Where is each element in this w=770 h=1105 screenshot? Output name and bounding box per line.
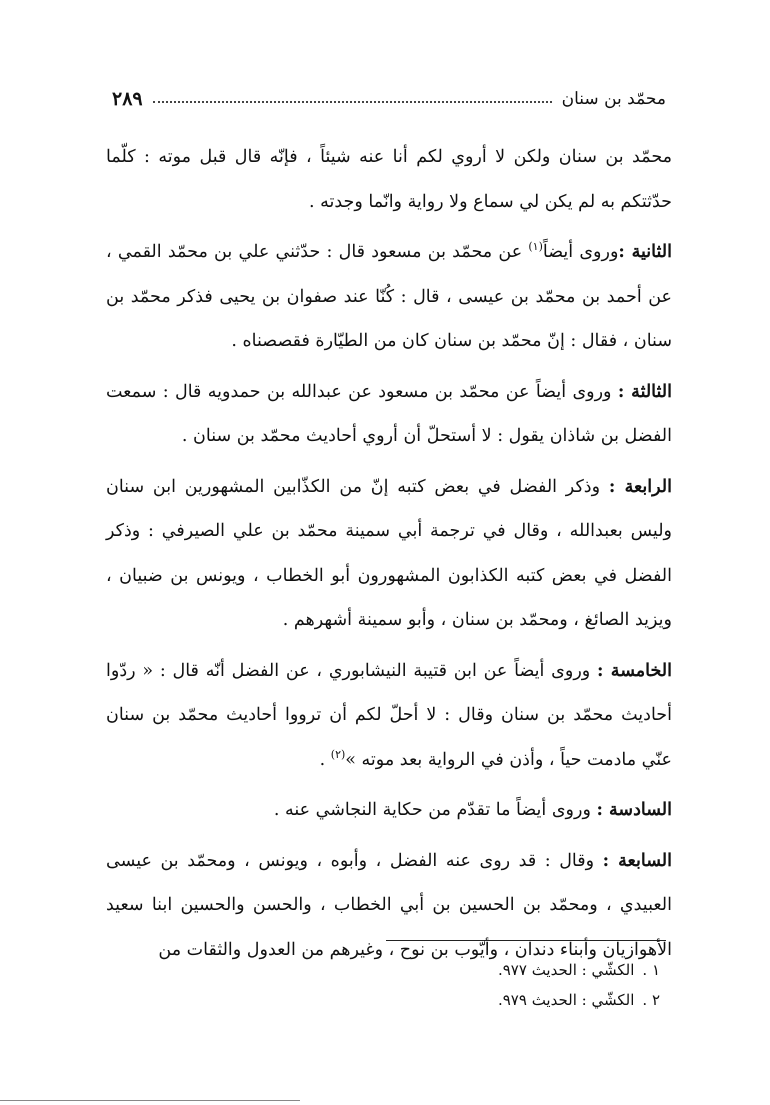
- paragraph-text-lead: وروى أيضاً عن ابن قتيبة النيشابوري ، عن الفضل أنّه قال : « ردّوا أحاديث محمّد بن سنان وقال : لا أحلّ لكم أن ترووا أحاديث محمّد بن سنان عنّي مادمت حياً ، وأذن في الرواية بعد موته »: [106, 660, 672, 770]
- footnote-item: [140, 985, 660, 1015]
- footnote-item: [140, 955, 660, 985]
- footnote-number: ٢ .: [642, 991, 660, 1009]
- paragraph-sixth: [106, 788, 672, 833]
- paragraph-second: [106, 230, 672, 364]
- footnote-text: الكشّي : الحديث ٩٧٩.: [497, 991, 635, 1009]
- paragraph-text: عن محمّد بن مسعود قال : حدّثني علي بن محمّد القمي ، عن أحمد بن محمّد بن عيسى ، قال : كُنّا عند صفوان بن يحيى فذكر محمّد بن سنان ، فقال : إنّ محمّد بن سنان كان من الطيّارة فقصصناه .: [106, 242, 672, 351]
- main-text: [106, 135, 672, 978]
- paragraph-fifth: [106, 649, 672, 783]
- header-dotted-leader: [153, 101, 552, 103]
- paragraph-text: وذكر الفضل في بعض كتبه إنّ من الكذّابين المشهورين ابن سنان وليس بعبدالله ، وقال في ترجمة أبي سمينة محمّد بن علي الصيرفي : وذكر الفضل في بعض كتبه الكذابون المشهورون أبو الخطاب ، ويونس بن ضبيان ، ويزيد الصائغ ، ومحمّد بن سنان ، وأبو سمينة أشهرهم .: [106, 476, 672, 630]
- running-title: محمّد بن سنان: [561, 89, 666, 109]
- footnote-divider: [386, 940, 666, 941]
- paragraph-text: وقال : قد روى عنه الفضل ، وأبوه ، ويونس ، ومحمّد بن عيسى العبيدي ، ومحمّد بن الحسين بن أبي الخطاب ، والحسن والحسين ابنا سعيد الأهوازيان وأبناء دندان ، وأيّوب بن نوح ، وغيرهم من العدول والثقات من: [106, 850, 672, 960]
- footnote-ref[interactable]: (٢): [330, 747, 346, 761]
- footnotes: [140, 955, 660, 1015]
- paragraph-heading: الثانية :: [618, 242, 672, 262]
- footnote-ref[interactable]: (١): [528, 240, 543, 254]
- paragraph-seventh: [106, 839, 672, 973]
- footnote-number: ١ .: [642, 961, 660, 979]
- scan-edge-line: [0, 1100, 300, 1101]
- page-header: [112, 84, 666, 114]
- page-number: ٢٨٩: [112, 88, 143, 110]
- paragraph-heading: الرابعة :: [608, 476, 672, 497]
- paragraph-text: وروى أيضاً عن محمّد بن مسعود عن عبدالله بن حمدويه قال : سمعت الفضل بن شاذان يقول : لا أستحلّ أن أروي أحاديث محمّد بن سنان .: [106, 381, 672, 446]
- paragraph-third: [106, 370, 672, 459]
- paragraph-fourth: [106, 465, 672, 643]
- paragraph-heading: الخامسة :: [597, 660, 672, 681]
- paragraph-text: وروى أيضاً ما تقدّم من حكاية النجاشي عنه .: [273, 800, 597, 820]
- paragraph-heading: الثالثة :: [617, 381, 672, 402]
- paragraph-intro: [106, 135, 672, 224]
- paragraph-text-lead: وروى أيضاً: [542, 242, 619, 262]
- footnote-text: الكشّي : الحديث ٩٧٧.: [497, 961, 635, 979]
- paragraph-text: محمّد بن سنان ولكن لا أروي لكم أنا عنه شيئاً ، فإنّه قال قبل موته : كلّما حدّثتكم به لم يكن لي سماع ولا رواية وانّما وجدته .: [106, 147, 672, 212]
- paragraph-heading: السابعة :: [602, 850, 672, 871]
- paragraph-text: .: [319, 749, 331, 770]
- paragraph-heading: السادسة :: [596, 800, 672, 820]
